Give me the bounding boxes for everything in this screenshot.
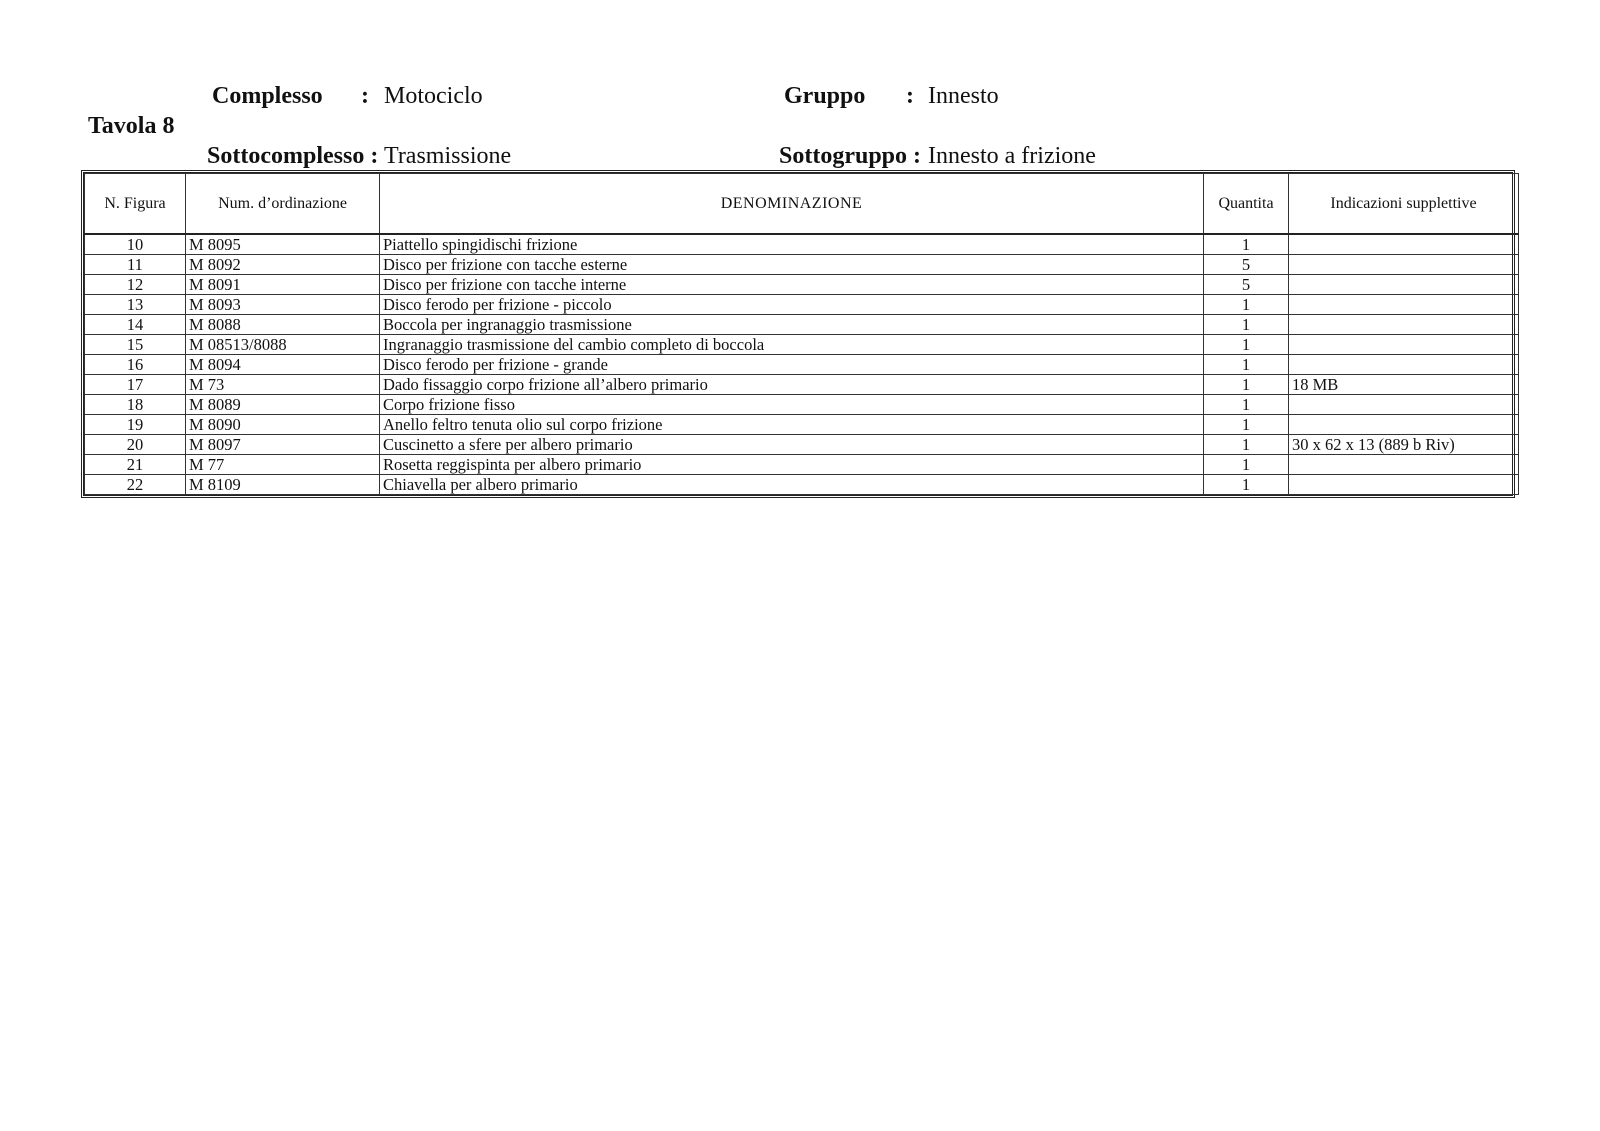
cell-denominazione: Disco per frizione con tacche esterne	[380, 255, 1204, 275]
table-row	[85, 355, 1519, 375]
cell-indicazioni	[1289, 315, 1519, 335]
cell-indicazioni	[1289, 455, 1519, 475]
table-row	[85, 275, 1519, 295]
cell-denominazione: Disco ferodo per frizione - grande	[380, 355, 1204, 375]
cell-quantita: 1	[1204, 234, 1289, 255]
complesso-colon: :	[361, 83, 369, 109]
cell-ordinazione: M 8088	[186, 315, 380, 335]
cell-figura: 19	[85, 415, 186, 435]
cell-indicazioni	[1289, 335, 1519, 355]
cell-ordinazione: M 8095	[186, 234, 380, 255]
sottogruppo-value: Innesto a frizione	[928, 143, 1096, 169]
cell-ordinazione: M 8109	[186, 475, 380, 495]
cell-figura: 21	[85, 455, 186, 475]
cell-denominazione: Anello feltro tenuta olio sul corpo frizione	[380, 415, 1204, 435]
sottocomplesso-label: Sottocomplesso :	[207, 143, 379, 169]
cell-indicazioni	[1289, 275, 1519, 295]
cell-ordinazione: M 08513/8088	[186, 335, 380, 355]
cell-denominazione: Ingranaggio trasmissione del cambio completo di boccola	[380, 335, 1204, 355]
cell-indicazioni	[1289, 355, 1519, 375]
cell-quantita: 1	[1204, 455, 1289, 475]
cell-ordinazione: M 8097	[186, 435, 380, 455]
cell-denominazione: Piattello spingidischi frizione	[380, 234, 1204, 255]
cell-indicazioni	[1289, 415, 1519, 435]
column-header-quantita: Quantita	[1204, 174, 1289, 235]
cell-ordinazione: M 8093	[186, 295, 380, 315]
column-header-ordinazione: Num. d’ordinazione	[186, 174, 380, 235]
cell-ordinazione: M 73	[186, 375, 380, 395]
column-header-denominazione: DENOMINAZIONE	[380, 174, 1204, 235]
cell-quantita: 1	[1204, 375, 1289, 395]
table-header-row	[85, 174, 1519, 235]
table-row	[85, 295, 1519, 315]
cell-quantita: 1	[1204, 435, 1289, 455]
cell-quantita: 5	[1204, 275, 1289, 295]
cell-quantita: 1	[1204, 315, 1289, 335]
cell-ordinazione: M 8091	[186, 275, 380, 295]
cell-indicazioni: 30 x 62 x 13 (889 b Riv)	[1289, 435, 1519, 455]
cell-quantita: 1	[1204, 475, 1289, 495]
cell-figura: 15	[85, 335, 186, 355]
cell-denominazione: Dado fissaggio corpo frizione all’albero primario	[380, 375, 1204, 395]
parts-table	[84, 173, 1519, 495]
cell-quantita: 1	[1204, 355, 1289, 375]
table-row	[85, 234, 1519, 255]
column-header-indicazioni: Indicazioni supplettive	[1289, 174, 1519, 235]
tavola-title: Tavola 8	[88, 113, 175, 139]
cell-quantita: 1	[1204, 415, 1289, 435]
cell-indicazioni	[1289, 395, 1519, 415]
cell-denominazione: Chiavella per albero primario	[380, 475, 1204, 495]
gruppo-colon: :	[906, 83, 914, 109]
cell-figura: 10	[85, 234, 186, 255]
table-row	[85, 475, 1519, 495]
cell-figura: 22	[85, 475, 186, 495]
cell-ordinazione: M 77	[186, 455, 380, 475]
parts-table-frame	[81, 170, 1515, 498]
cell-figura: 11	[85, 255, 186, 275]
cell-denominazione: Disco ferodo per frizione - piccolo	[380, 295, 1204, 315]
table-row	[85, 395, 1519, 415]
cell-indicazioni	[1289, 295, 1519, 315]
cell-ordinazione: M 8092	[186, 255, 380, 275]
cell-denominazione: Boccola per ingranaggio trasmissione	[380, 315, 1204, 335]
table-row	[85, 335, 1519, 355]
complesso-value: Motociclo	[384, 83, 483, 109]
cell-ordinazione: M 8089	[186, 395, 380, 415]
table-row	[85, 435, 1519, 455]
cell-indicazioni	[1289, 255, 1519, 275]
cell-denominazione: Rosetta reggispinta per albero primario	[380, 455, 1204, 475]
cell-denominazione: Cuscinetto a sfere per albero primario	[380, 435, 1204, 455]
cell-figura: 20	[85, 435, 186, 455]
cell-quantita: 1	[1204, 295, 1289, 315]
table-row	[85, 375, 1519, 395]
cell-figura: 14	[85, 315, 186, 335]
gruppo-label: Gruppo	[784, 83, 866, 109]
table-row	[85, 415, 1519, 435]
sottogruppo-label: Sottogruppo :	[779, 143, 922, 169]
sottocomplesso-value: Trasmissione	[384, 143, 512, 169]
cell-figura: 18	[85, 395, 186, 415]
cell-indicazioni: 18 MB	[1289, 375, 1519, 395]
table-row	[85, 315, 1519, 335]
cell-ordinazione: M 8094	[186, 355, 380, 375]
cell-indicazioni	[1289, 234, 1519, 255]
cell-quantita: 5	[1204, 255, 1289, 275]
cell-indicazioni	[1289, 475, 1519, 495]
cell-ordinazione: M 8090	[186, 415, 380, 435]
gruppo-value: Innesto	[928, 83, 999, 109]
cell-quantita: 1	[1204, 395, 1289, 415]
cell-figura: 16	[85, 355, 186, 375]
cell-figura: 12	[85, 275, 186, 295]
table-row	[85, 455, 1519, 475]
cell-quantita: 1	[1204, 335, 1289, 355]
cell-denominazione: Disco per frizione con tacche interne	[380, 275, 1204, 295]
cell-figura: 13	[85, 295, 186, 315]
complesso-label: Complesso	[212, 83, 323, 109]
table-row	[85, 255, 1519, 275]
cell-denominazione: Corpo frizione fisso	[380, 395, 1204, 415]
cell-figura: 17	[85, 375, 186, 395]
column-header-figura: N. Figura	[85, 174, 186, 235]
